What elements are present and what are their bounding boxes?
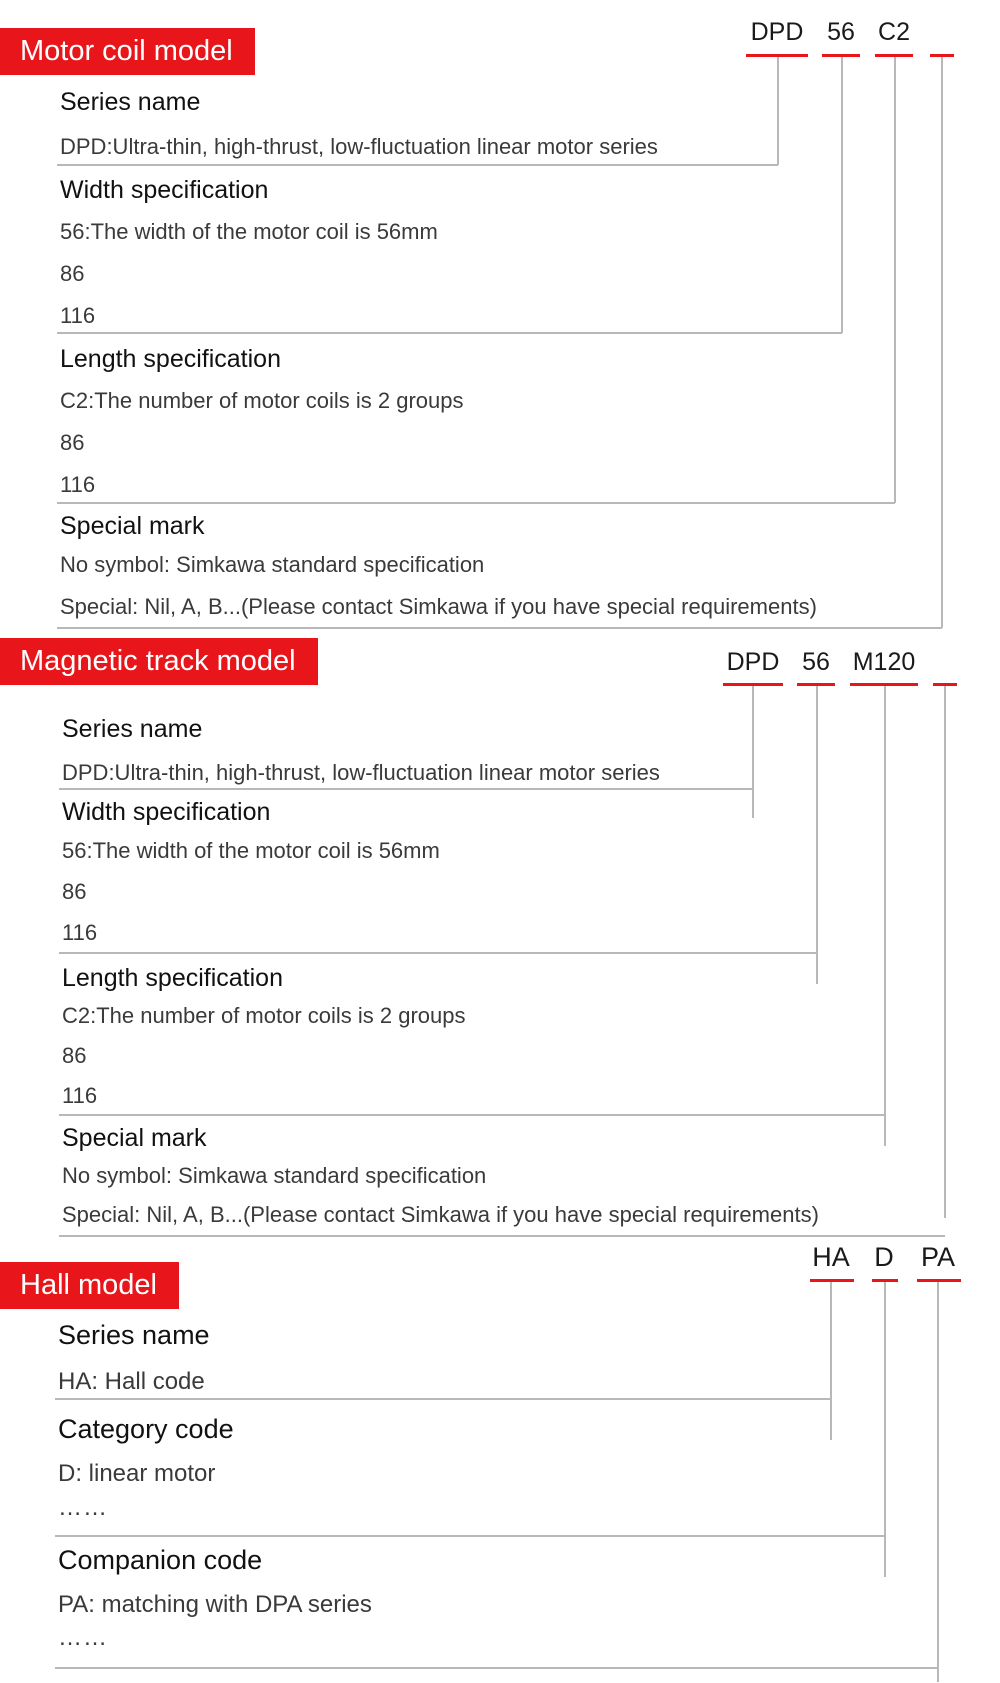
connector-line — [841, 57, 843, 333]
connector-line — [777, 57, 779, 165]
group-heading: Width specification — [60, 176, 269, 204]
connector-line — [884, 686, 886, 1146]
group-line: 116 — [60, 303, 96, 328]
group-line: …… — [58, 1624, 108, 1651]
connector-line — [937, 1282, 939, 1682]
separator-line — [55, 1667, 938, 1669]
magnetic-track-section — [0, 630, 1000, 1240]
group-line: PA: matching with DPA series — [58, 1591, 372, 1618]
group-line: 56:The width of the motor coil is 56mm — [60, 219, 438, 244]
separator-line — [57, 627, 942, 629]
group-line: 86 — [62, 879, 87, 904]
separator-line — [57, 164, 778, 166]
code-underline — [810, 1279, 854, 1282]
group-line: Special: Nil, A, B...(Please contact Simkawa if you have special requirements) — [60, 594, 817, 619]
group-heading: Special mark — [62, 1124, 207, 1152]
group-heading: Length specification — [60, 345, 281, 373]
group-line: 86 — [62, 1043, 87, 1068]
connector-line — [941, 57, 943, 628]
group-heading: Special mark — [60, 512, 205, 540]
code-width: 56 — [802, 648, 830, 676]
code-width: 56 — [827, 18, 855, 46]
connector-line — [830, 1282, 832, 1440]
connector-line — [894, 57, 896, 503]
hall-section — [0, 1240, 1000, 1683]
group-line: Special: Nil, A, B...(Please contact Simkawa if you have special requirements) — [62, 1202, 819, 1227]
separator-line — [55, 1398, 831, 1400]
group-heading: Series name — [60, 88, 201, 116]
group-line: 86 — [60, 261, 85, 286]
group-line: 116 — [62, 920, 98, 945]
separator-line — [59, 952, 817, 954]
code-series: DPD — [750, 18, 804, 46]
group-line: No symbol: Simkawa standard specification — [60, 552, 485, 577]
code-length: M120 — [852, 648, 916, 676]
hall-title: Hall model — [0, 1262, 179, 1309]
code-series: HA — [812, 1242, 850, 1272]
motor-coil-section — [0, 0, 1000, 630]
separator-line — [59, 1114, 885, 1116]
group-heading: Series name — [58, 1320, 210, 1350]
code-underline — [917, 1279, 961, 1282]
group-line: …… — [58, 1494, 108, 1521]
separator-line — [57, 502, 895, 504]
motor-coil-title: Motor coil model — [0, 28, 255, 75]
group-line: 116 — [62, 1083, 98, 1108]
group-line: HA: Hall code — [58, 1368, 205, 1395]
code-length: C2 — [878, 18, 910, 46]
group-line: 116 — [60, 472, 96, 497]
code-companion: PA — [920, 1242, 956, 1272]
group-heading: Companion code — [58, 1545, 263, 1575]
connector-line — [752, 686, 754, 818]
separator-line — [55, 1535, 885, 1537]
connector-line — [944, 686, 946, 1218]
group-line: D: linear motor — [58, 1460, 216, 1487]
group-heading: Width specification — [62, 798, 271, 826]
separator-line — [59, 1235, 945, 1237]
group-heading: Length specification — [62, 964, 283, 992]
group-line: DPD:Ultra-thin, high-thrust, low-fluctuation linear motor series — [62, 760, 660, 785]
group-heading: Series name — [62, 715, 203, 743]
group-line: C2:The number of motor coils is 2 groups — [62, 1003, 466, 1028]
code-series: DPD — [726, 648, 780, 676]
group-line: C2:The number of motor coils is 2 groups — [60, 388, 464, 413]
separator-line — [59, 788, 753, 790]
code-category: D — [874, 1242, 894, 1272]
group-line: No symbol: Simkawa standard specification — [62, 1163, 487, 1188]
connector-line — [884, 1282, 886, 1577]
group-line: DPD:Ultra-thin, high-thrust, low-fluctuation linear motor series — [60, 134, 658, 159]
group-line: 86 — [60, 430, 85, 455]
separator-line — [57, 332, 842, 334]
group-heading: Category code — [58, 1414, 234, 1444]
magnetic-track-title: Magnetic track model — [0, 638, 318, 685]
connector-line — [816, 686, 818, 984]
group-line: 56:The width of the motor coil is 56mm — [62, 838, 440, 863]
